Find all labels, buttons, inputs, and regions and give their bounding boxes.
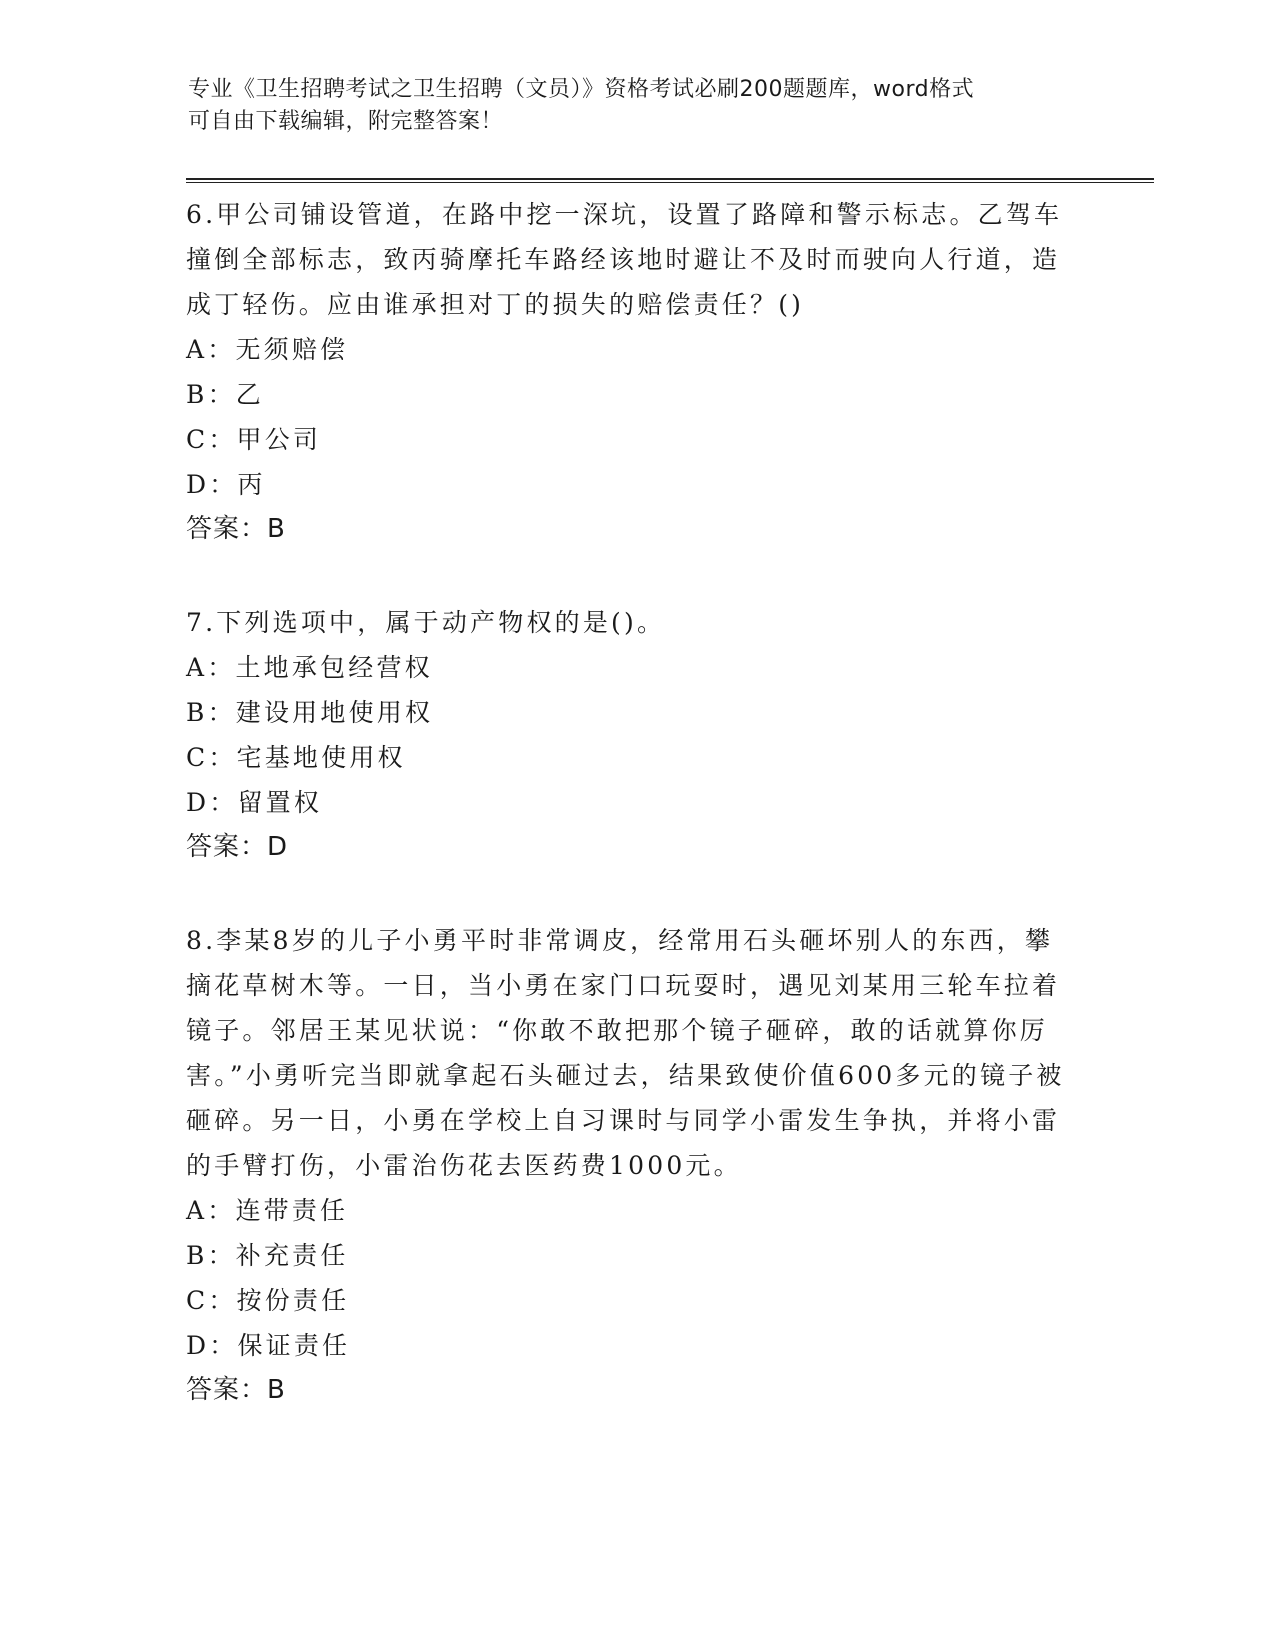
question-8 (186, 914, 1066, 1413)
option-b: B：乙 (186, 380, 264, 409)
header-divider (186, 178, 1154, 183)
option-d: D：保证责任 (186, 1331, 351, 1360)
option-c: C：按份责任 (186, 1286, 350, 1315)
question-6 (186, 188, 1066, 552)
answer-line: 答案：B (186, 1375, 286, 1405)
option-a: A：无须赔偿 (186, 335, 349, 364)
question-stem: 6.甲公司铺设管道，在路中挖一深坑，设置了路障和警示标志。乙驾车撞倒全部标志，致丙骑摩托车路经该地时避让不及时而驶向人行道，造成丁轻伤。应由谁承担对丁的损失的赔偿责任？() (186, 200, 1063, 319)
option-c: C：甲公司 (186, 425, 322, 454)
option-b: B：建设用地使用权 (186, 698, 434, 727)
question-stem: 7.下列选项中，属于动产物权的是()。 (186, 608, 666, 637)
question-7 (186, 596, 1066, 870)
option-a: A：连带责任 (186, 1196, 349, 1225)
option-d: D：丙 (186, 470, 266, 499)
header-line-2: 可自由下载编辑，附完整答案！ (188, 109, 504, 134)
document-header (188, 74, 1068, 138)
question-stem: 8.李某8岁的儿子小勇平时非常调皮，经常用石头砸坏别人的东西，攀摘花草树木等。一日，当小勇在家门口玩耍时，遇见刘某用三轮车拉着镜子。邻居王某见状说：“你敢不敢把那个镜子砸碎，敢的话就算你厉害。”小勇听完当即就拿起石头砸过去，结果致使价值600多元的镜子被砸碎。另一日，小勇在学校上自习课时与同学小雷发生争执，并将小雷的手臂打伤，小雷治伤花去医药费1000元。 (186, 926, 1065, 1180)
option-d: D：留置权 (186, 788, 323, 817)
option-c: C：宅基地使用权 (186, 743, 406, 772)
answer-line: 答案：D (186, 832, 289, 862)
question-list (186, 188, 1066, 1413)
option-b: B：补充责任 (186, 1241, 349, 1270)
option-a: A：土地承包经营权 (186, 653, 433, 682)
answer-line: 答案：B (186, 514, 286, 544)
header-line-1: 专业《卫生招聘考试之卫生招聘（文员）》资格考试必刷200题题库，word格式 (188, 77, 975, 102)
